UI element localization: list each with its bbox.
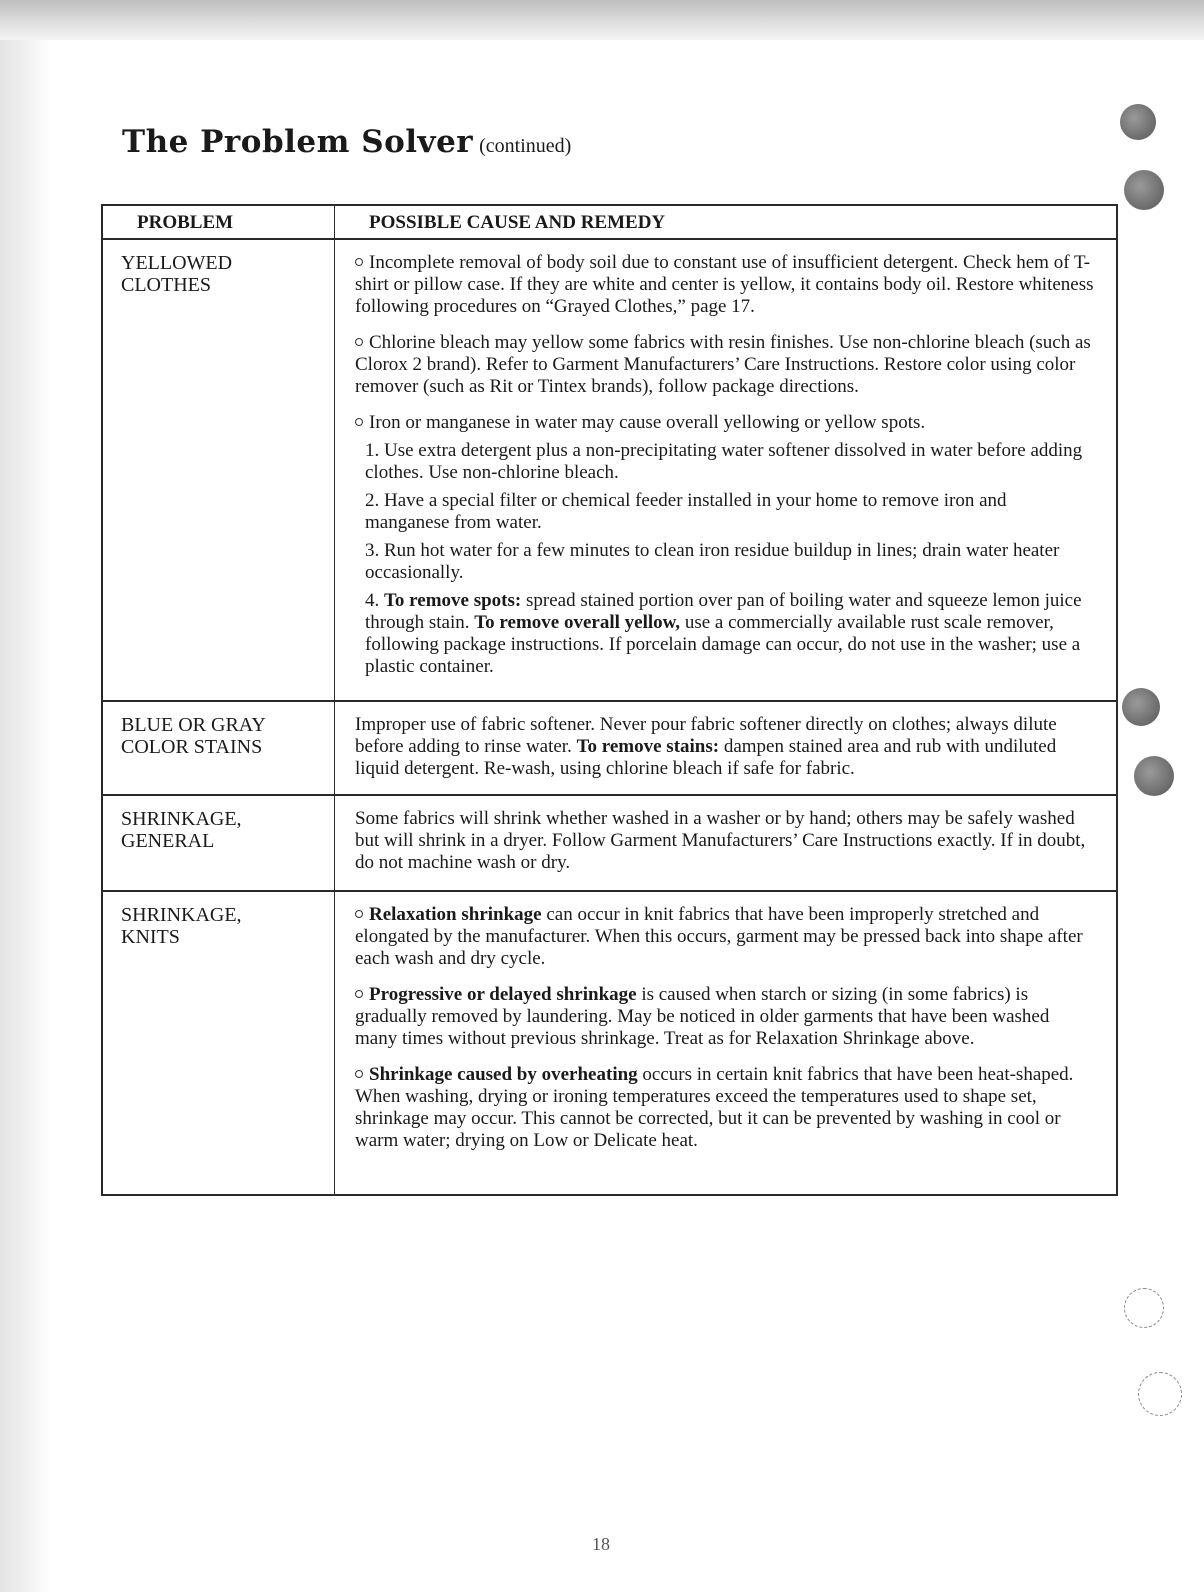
remedy-paragraph — [355, 904, 1095, 970]
remedy-text: use a commercially available rust scale remover, following package instructions. If porcelain damage can occur, do not use in the washer; use a plastic container. — [365, 612, 1081, 677]
remedy-text: Chlorine bleach may yellow some fabrics with resin finishes. Use non-chlorine bleach (such as Clorox 2 brand). Refer to Garment Manufacturers’ Care Instructions. Restore color using color remover (such as Rit or Tintex brands), follow package directions. — [355, 332, 1091, 397]
bold-phrase: To remove overall yellow, — [474, 612, 681, 633]
binder-hole-2 — [1124, 170, 1164, 210]
bullet-icon — [355, 418, 363, 426]
remedy-text: Some fabrics will shrink whether washed in a washer or by hand; others may be safely washed but will shrink in a dryer. Follow Garment Manufacturers’ Care Instructions exactly. If in doubt, do not machine wash or dry. — [355, 808, 1086, 873]
bold-phrase: Relaxation shrinkage — [369, 904, 542, 925]
header-cause: POSSIBLE CAUSE AND REMEDY — [369, 212, 666, 233]
binder-hole-3 — [1122, 688, 1160, 726]
header-problem: PROBLEM — [137, 212, 234, 233]
remedy-shrinkage-general — [355, 808, 1095, 874]
row-blue-gray-stains — [103, 702, 1116, 796]
remedy-shrinkage-knits — [355, 904, 1095, 1166]
binder-hole-6 — [1138, 1372, 1182, 1416]
page-number: 18 — [592, 1534, 610, 1554]
scan-top-edge — [0, 0, 1204, 40]
problem-line: SHRINKAGE, — [121, 904, 242, 926]
bold-phrase: Shrinkage caused by overheating — [369, 1064, 638, 1085]
remedy-paragraph — [355, 252, 1095, 318]
bullet-icon — [355, 338, 363, 346]
binder-hole-1 — [1120, 104, 1156, 140]
remedy-step: 2. Have a special filter or chemical feeder installed in your home to remove iron and manganese from water. — [365, 490, 1007, 533]
problem-shrinkage-knits — [121, 904, 321, 948]
bold-phrase: To remove stains: — [576, 736, 720, 757]
remedy-text: dampen stained area and rub with undiluted liquid detergent. Re-wash, using chlorine bleach if safe for fabric. — [355, 736, 1057, 779]
step-number: 4. — [365, 590, 380, 611]
bullet-icon — [355, 910, 363, 918]
remedy-step: 3. Run hot water for a few minutes to clean iron residue buildup in lines; drain water heater occasionally. — [365, 540, 1060, 583]
remedy-step: 1. Use extra detergent plus a non-precipitating water softener dissolved in water before adding clothes. Use non-chlorine bleach. — [365, 440, 1083, 483]
remedy-blue-gray — [355, 714, 1095, 780]
remedy-text: Iron or manganese in water may cause overall yellowing or yellow spots. — [369, 412, 926, 433]
bullet-icon — [355, 990, 363, 998]
title-main: The Problem Solver — [122, 124, 474, 160]
problem-line: CLOTHES — [121, 274, 211, 296]
remedy-yellowed — [355, 252, 1095, 684]
problem-yellowed — [121, 252, 321, 296]
row-shrinkage-knits — [103, 892, 1116, 1194]
binder-hole-5 — [1124, 1288, 1164, 1328]
bold-phrase: To remove spots: — [384, 590, 522, 611]
problem-line: YELLOWED — [121, 252, 233, 274]
problem-shrinkage-general — [121, 808, 321, 852]
remedy-step — [365, 590, 1095, 678]
binder-hole-4 — [1134, 756, 1174, 796]
problem-line: GENERAL — [121, 830, 215, 852]
remedy-text: spread stained portion over pan of boiling water and squeeze lemon juice through stain. — [365, 590, 1082, 633]
problem-line: KNITS — [121, 926, 180, 948]
table-header — [103, 206, 1116, 240]
remedy-text: Improper use of fabric softener. Never pour fabric softener directly on clothes; always dilute before adding to rinse water. — [355, 714, 1057, 757]
row-shrinkage-general — [103, 796, 1116, 892]
bullet-icon — [355, 258, 363, 266]
remedy-text: can occur in knit fabrics that have been improperly stretched and elongated by the manufacturer. When this occurs, garment may be pressed back into shape after each wash and dry cycle. — [355, 904, 1083, 969]
title-sub: (continued) — [479, 135, 572, 157]
page-title — [122, 124, 571, 160]
problem-line: COLOR STAINS — [121, 736, 263, 758]
row-yellowed-clothes — [103, 240, 1116, 702]
bullet-icon — [355, 1070, 363, 1078]
problem-line: SHRINKAGE, — [121, 808, 242, 830]
remedy-paragraph — [355, 1064, 1095, 1152]
problem-line: BLUE OR GRAY — [121, 714, 266, 736]
remedy-text: occurs in certain knit fabrics that have been heat-shaped. When washing, drying or ironing temperatures exceed the temperatures used to shape set, shrinkage may occur. This cannot be corrected, but it can be prevented by washing in cool or warm water; drying on Low or Delicate heat. — [355, 1064, 1074, 1151]
remedy-paragraph — [355, 984, 1095, 1050]
remedy-paragraph — [355, 332, 1095, 398]
remedy-text: is caused when starch or sizing (in some fabrics) is gradually removed by laundering. May be noticed in older garments that have been washed many times without previous shrinkage. Treat as for Relaxation Shrinkage above. — [355, 984, 1050, 1049]
problem-solver-table — [101, 204, 1118, 1196]
remedy-paragraph — [355, 412, 1095, 434]
remedy-text: Incomplete removal of body soil due to constant use of insufficient detergent. Check hem of T-shirt or pillow case. If they are white and center is yellow, it contains body oil. Restore whiteness following procedures on “Grayed Clothes,” page 17. — [355, 252, 1094, 317]
scan-left-edge — [0, 40, 52, 1592]
bold-phrase: Progressive or delayed shrinkage — [369, 984, 637, 1005]
problem-blue-gray — [121, 714, 321, 758]
